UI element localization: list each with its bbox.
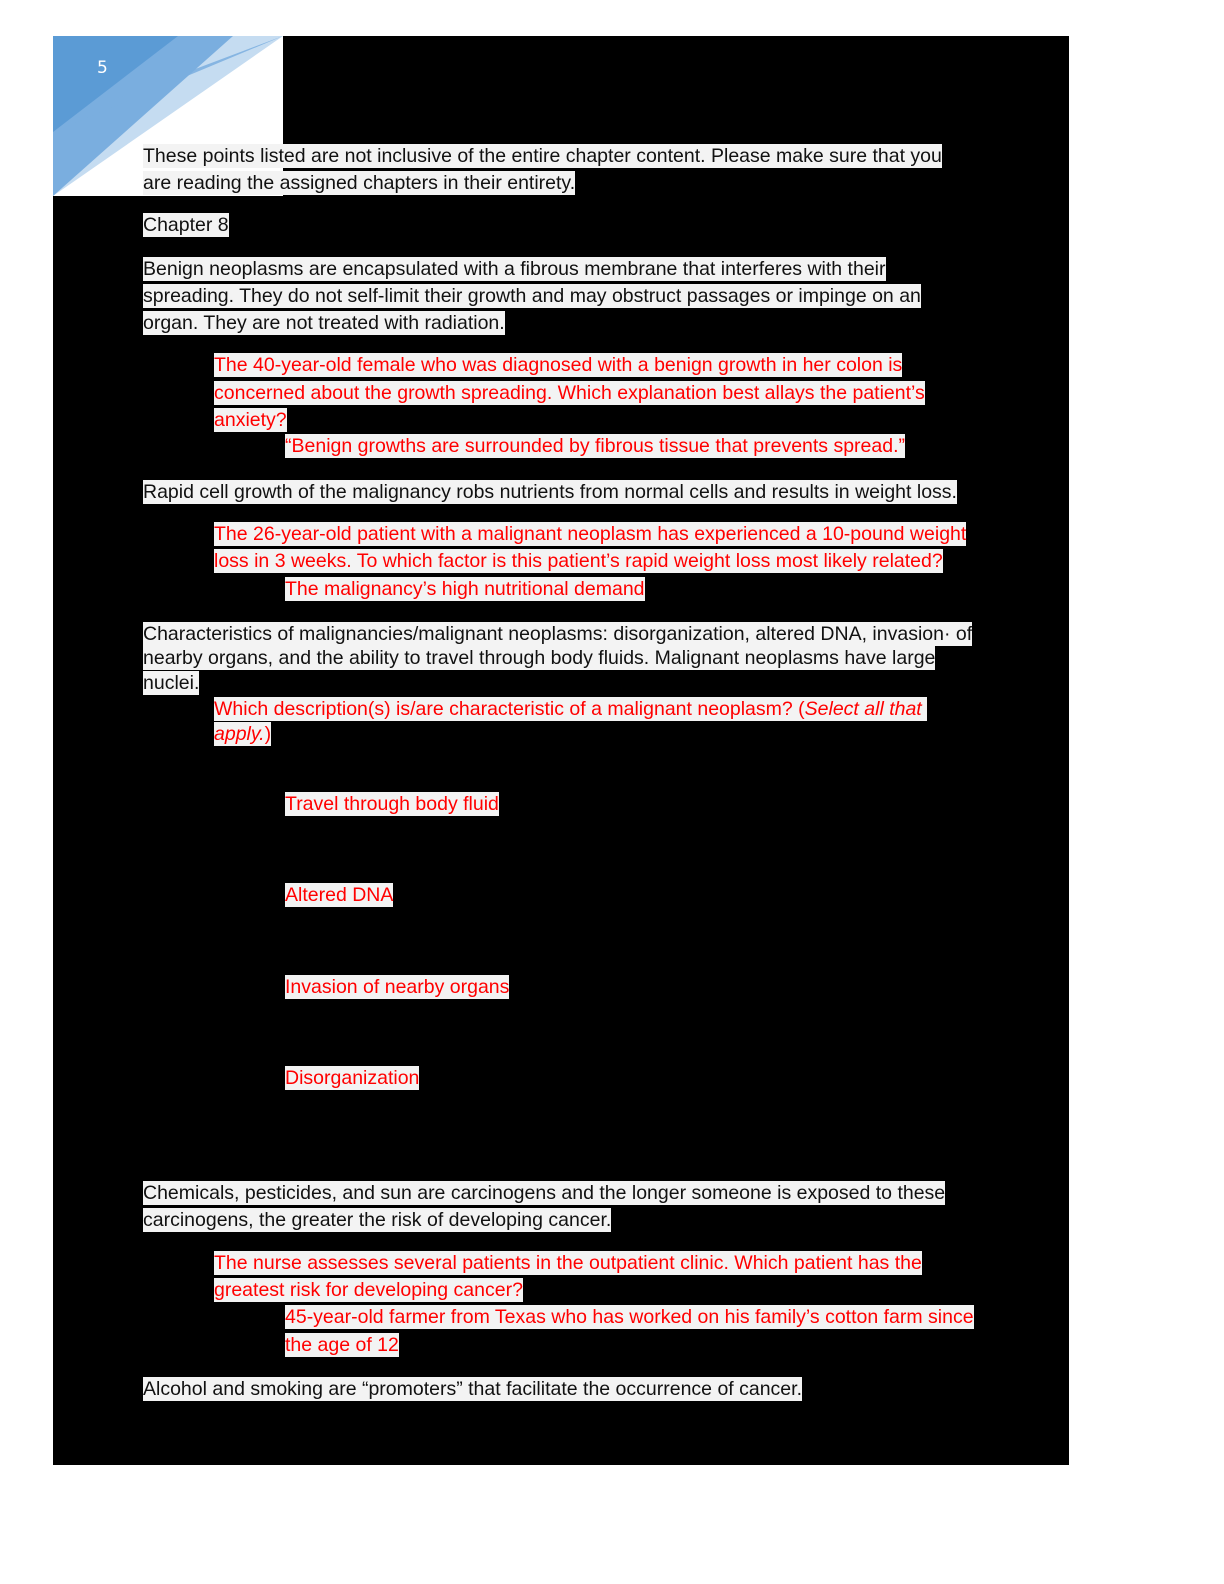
question-italic: Select all that [804, 698, 922, 720]
answer-line: “Benign growths are surrounded by fibrous tissue that prevents spread.” [285, 435, 906, 457]
question-line: greatest risk for developing cancer? [214, 1279, 523, 1301]
question-line: The 40-year-old female who was diagnosed with a benign growth in her colon is [214, 354, 903, 376]
question-line: loss in 3 weeks. To which factor is this patient’s rapid weight loss most likely related? [214, 550, 943, 572]
intro-line: These points listed are not inclusive of the entire chapter content. Please make sure that you [143, 145, 942, 167]
question-close: ) [264, 723, 272, 745]
answer-option: Invasion of nearby organs [285, 976, 510, 998]
question-text: Which description(s) is/are characteristic of a malignant neoplasm? ( [214, 698, 805, 720]
answer-option: Travel through body fluid [285, 793, 499, 815]
intro-line: are reading the assigned chapters in their entirety. [143, 172, 576, 194]
question-line: anxiety? [214, 409, 287, 431]
summary-line: nearby organs, and the ability to travel through body fluids. Malignant neoplasms have large [143, 647, 936, 669]
answer-option: Altered DNA [285, 884, 394, 906]
answer-option: Disorganization [285, 1067, 420, 1089]
answer-line: 45-year-old farmer from Texas who has worked on his family’s cotton farm since [285, 1306, 974, 1328]
page-number: 5 [97, 58, 108, 78]
answer-line: The malignancy’s high nutritional demand [285, 578, 645, 600]
chapter-heading: Chapter 8 [143, 214, 229, 236]
summary-line: carcinogens, the greater the risk of developing cancer. [143, 1209, 612, 1231]
summary-line: spreading. They do not self-limit their growth and may obstruct passages or impinge on an [143, 285, 921, 307]
answer-line: the age of 12 [285, 1334, 399, 1356]
summary-line: Rapid cell growth of the malignancy robs nutrients from normal cells and results in weight loss. [143, 481, 957, 503]
summary-line: organ. They are not treated with radiation. [143, 312, 505, 334]
summary-line: nuclei. [143, 672, 200, 694]
summary-line: Benign neoplasms are encapsulated with a fibrous membrane that interferes with their [143, 258, 886, 280]
question-line [214, 697, 927, 721]
summary-line: Alcohol and smoking are “promoters” that facilitate the occurrence of cancer. [143, 1378, 802, 1400]
question-line: The nurse assesses several patients in the outpatient clinic. Which patient has the [214, 1252, 922, 1274]
question-line: The 26-year-old patient with a malignant neoplasm has experienced a 10-pound weight [214, 523, 967, 545]
question-line: concerned about the growth spreading. Which explanation best allays the patient’s [214, 382, 925, 404]
summary-line: Chemicals, pesticides, and sun are carcinogens and the longer someone is exposed to these [143, 1182, 946, 1204]
question-line [214, 722, 271, 746]
question-italic: apply. [214, 723, 265, 745]
summary-line: Characteristics of malignancies/malignant neoplasms: disorganization, altered DNA, invasion· of [143, 623, 973, 645]
